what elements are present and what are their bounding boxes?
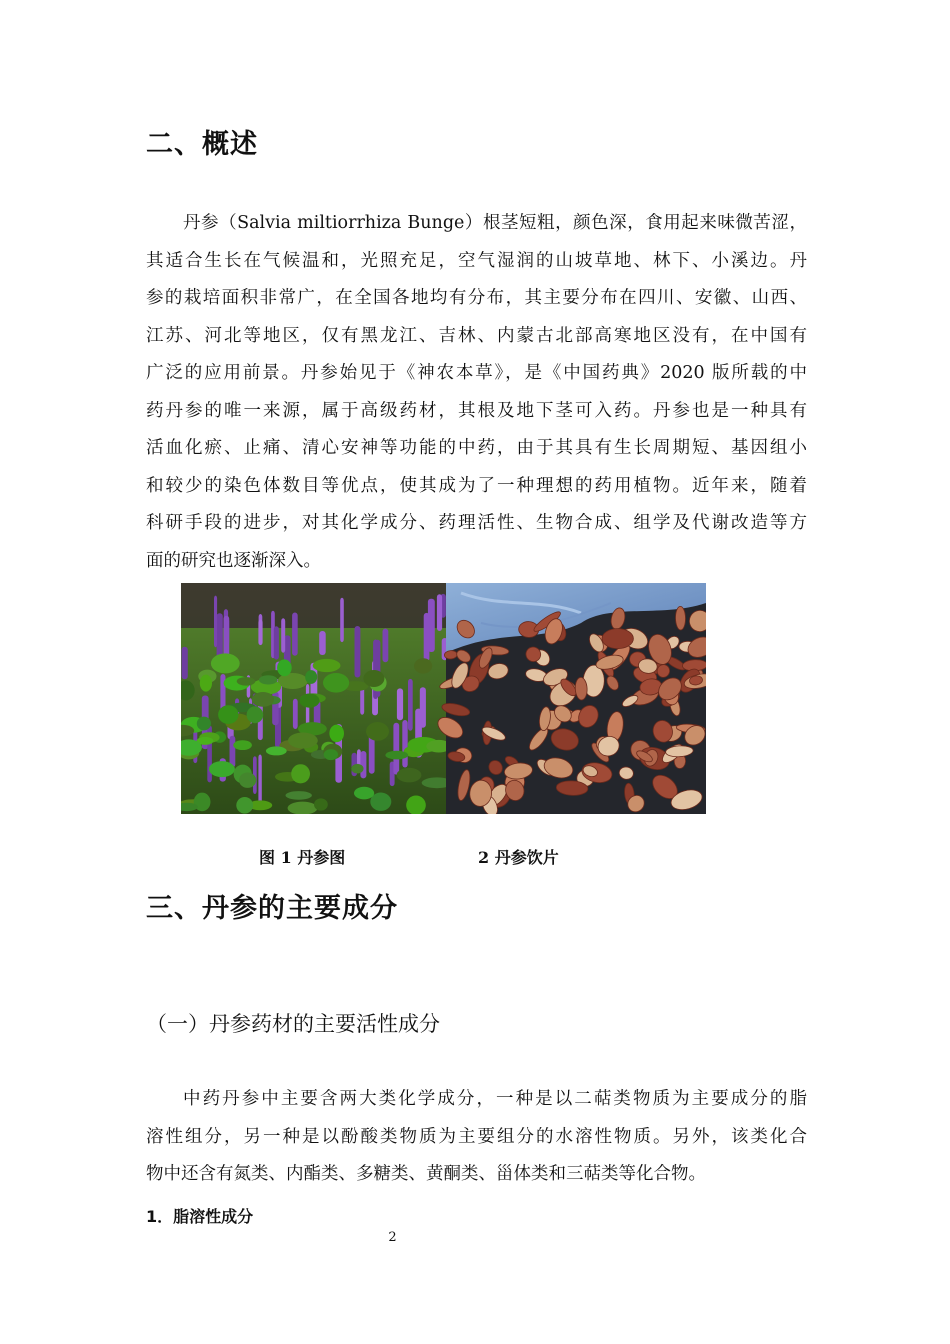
salvia-slices-photo [434, 583, 706, 814]
paragraph-line: 江苏、河北等地区，仅有黑龙江、吉林、内蒙古北部高寒地区没有，在中国有 [146, 325, 807, 346]
overview-paragraph [146, 205, 807, 580]
paragraph-line: 活血化瘀、止痛、清心安神等功能的中药，由于其具有生长周期短、基因组小 [146, 438, 807, 458]
salvia-figure [181, 583, 706, 814]
components-paragraph [146, 1081, 807, 1194]
figure-caption-right: 2 丹参饮片 [478, 848, 559, 867]
item-heading-liposoluble: 1．脂溶性成分 [146, 1207, 254, 1226]
paragraph-line: 和较少的染色体数目等优点，使其成为了一种理想的药用植物。近年来，随着 [146, 475, 807, 496]
page-number: 2 [388, 1230, 397, 1245]
figure-photos [181, 583, 706, 814]
section-heading-overview: 二、概述 [146, 129, 258, 160]
paragraph-line: 科研手段的进步，对其化学成分、药理活性、生物合成、组学及代谢改造等方 [146, 513, 807, 533]
paragraph-line: 其适合生长在气候温和，光照充足，空气湿润的山坡草地、林下、小溪边。丹 [146, 250, 807, 271]
paragraph-line: 广泛的应用前景。丹参始见于《神农本草》，是《中国药典》2020 版所载的中 [146, 363, 807, 383]
paragraph-line: 物中还含有氮类、内酯类、多糖类、黄酮类、甾体类和三萜类等化合物。 [146, 1164, 706, 1184]
paragraph-line: 中药丹参中主要含两大类化学成分，一种是以二萜类物质为主要成分的脂 [183, 1089, 807, 1109]
salvia-plant-photo [181, 583, 452, 814]
paragraph-line: 溶性组分，另一种是以酚酸类物质为主要组分的水溶性物质。另外，该类化合 [146, 1126, 807, 1147]
subsection-heading-active-components: （一）丹参药材的主要活性成分 [146, 1012, 440, 1036]
paragraph-line: 面的研究也逐渐深入。 [146, 550, 321, 571]
section-heading-components: 三、丹参的主要成分 [146, 893, 398, 924]
paragraph-line: 丹参（Salvia miltiorrhiza Bunge）根茎短粗，颜色深，食用起来味微苦涩， [183, 213, 807, 233]
paragraph-line: 参的栽培面积非常广，在全国各地均有分布，其主要分布在四川、安徽、山西、 [146, 288, 807, 308]
paragraph-line: 药丹参的唯一来源，属于高级药材，其根及地下茎可入药。丹参也是一种具有 [146, 400, 807, 421]
figure-caption-left: 图 1 丹参图 [259, 848, 346, 867]
